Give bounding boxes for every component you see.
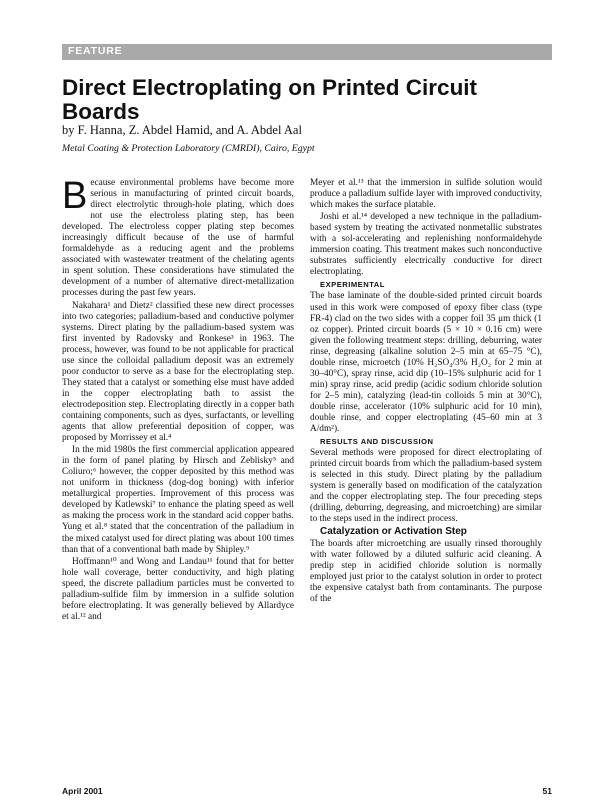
right-column [310,178,542,606]
body-paragraph: Joshi et al.¹⁴ developed a new technique in the palladium-based system by treating the activated nonmetallic substrates with a sol-accelerating and replenishing nonformaldehyde immersion coating. This treatment makes such nonconductive substrates sufficiently electrically conductive for direct electroplating. [310,212,542,278]
body-paragraph: In the mid 1980s the first commercial application appeared in the form of panel plating by Hirsch and Zeblisky⁵ and Coliuro;⁶ however, the copper deposited by this method was not uniform in thickness (dog-dog boning) with inferior metallurgical properties. Improvement of this process was developed by Katlewski⁷ to enhance the plating speed as well as making the process work in the standard acid copper baths. Yung et al.⁸ stated that the concentration of the palladium in the mixed catalyst used for direct plating was about 100 times than that of a conventional bath made by Shipley.⁹ [62,445,294,555]
section-label-band [62,44,552,60]
intro-text: ecause environmental problems have become more serious in manufacturing of printed circuit boards, direct electrolytic through-hole plating, which does not use the electroless plating step, has been developed. The electroless copper plating step becomes increasingly difficult because of the use of harmful formaldehyde as a reducing agent and the problems associated with wastewater treatment of the chelating agents in spent solution. These considerations have stimulated the development of a number of alternative direct-metallization processes during the past few years. [62,178,294,299]
footer-date: April 2001 [62,786,103,796]
experimental-paragraph: The base laminate of the double-sided printed circuit boards used in this work were composed of epoxy fiber class (type FR-4) clad on the two sides with a copper foil 35 μm thick (1 oz copper). Printed circuit boards (5 × 10 × 0.16 cm) were given the following treatment steps: drilling, deburring, water rinse, degreasing (alkaline solution 2–5 min at 65–75 °C), double rinse, microetch (10% H₂SO₄/3% H₂O₂ for 2 min at 30–40°C), spray rinse, acid dip (10–15% sulphuric acid for 1 min) spray rinse, acid predip (acidic sodium chloride solution for 2–5 min), catalyzing (lead-tin colloids 5 min at 30°C), double rinse, accelerator (10% sulphuric acid for 10 min), double rinse, and copper electroplating (45–60 min at 3 A/dm²). [310,291,542,435]
page-number: 51 [542,786,552,796]
intro-paragraph [62,175,294,300]
authors-line: by F. Hanna, Z. Abdel Hamid, and A. Abdel Aal [62,123,302,137]
results-heading: RESULTS AND DISCUSSION [320,437,434,447]
body-paragraph: Hoffmann¹⁰ and Wong and Landau¹¹ found that for better hole wall coverage, better conductivity, and high plating speed, the discrete palladium particles must be converted to palladium-sulfide film by immersion in a sulfide solution before electroplating. It was generally believed by Allardyce et al.¹² and [62,556,294,622]
catalyzation-heading: Catalyzation or Activation Step [320,526,467,538]
section-label: FEATURE [68,45,123,57]
body-paragraph: Nakahara¹ and Dietz² classified these new direct processes into two categories; palladium-based and conductive polymer systems. Direct plating by the palladium-based system was first invented by Radovsky and Ronkese³ in 1963. The process, however, was found to be not applicable for practical use since the colloidal palladium deposit was an extremely poor conductor to serve as a base for the electroplating step. They stated that a catalyst or something else must have added in the copper electroplating bath to assist the electrodeposition step. Electroplating directly in a copper bath containing components, such as dyes, surfactants, or levelling agents that allow preferential deposition of copper, was proposed by Morrissey et al.⁴ [62,300,294,444]
body-paragraph: Meyer et al.¹³ that the immersion in sulfide solution would produce a palladium sulfide layer with improved conductivity, which makes the surface platable. [310,178,542,211]
catalyzation-paragraph: The boards after microetching are usually rinsed thoroughly with water followed by a diluted sulfuric acid cleaning. A predip step in acidified chloride solution is normally employed just prior to the catalyst solution in order to protect the expensive catalyst bath from contaminants. The purpose of the [310,538,542,604]
affiliation-line: Metal Coating & Protection Laboratory (CMRDI), Cairo, Egypt [62,143,315,154]
article-title: Direct Electroplating on Printed Circuit Boards [62,75,478,124]
left-column [62,175,294,624]
drop-cap: B [62,175,88,217]
results-paragraph: Several methods were proposed for direct electroplating of printed circuit boards from which the palladium-based system is selected in this study. Direct plating by the palladium system is generally based on modification of the catalyzation and the copper electroplating step. The four preceding steps (drilling, deburring, degreasing, and microetching) are similar to the steps used in the indirect process. [310,448,542,525]
experimental-heading: EXPERIMENTAL [320,280,385,290]
